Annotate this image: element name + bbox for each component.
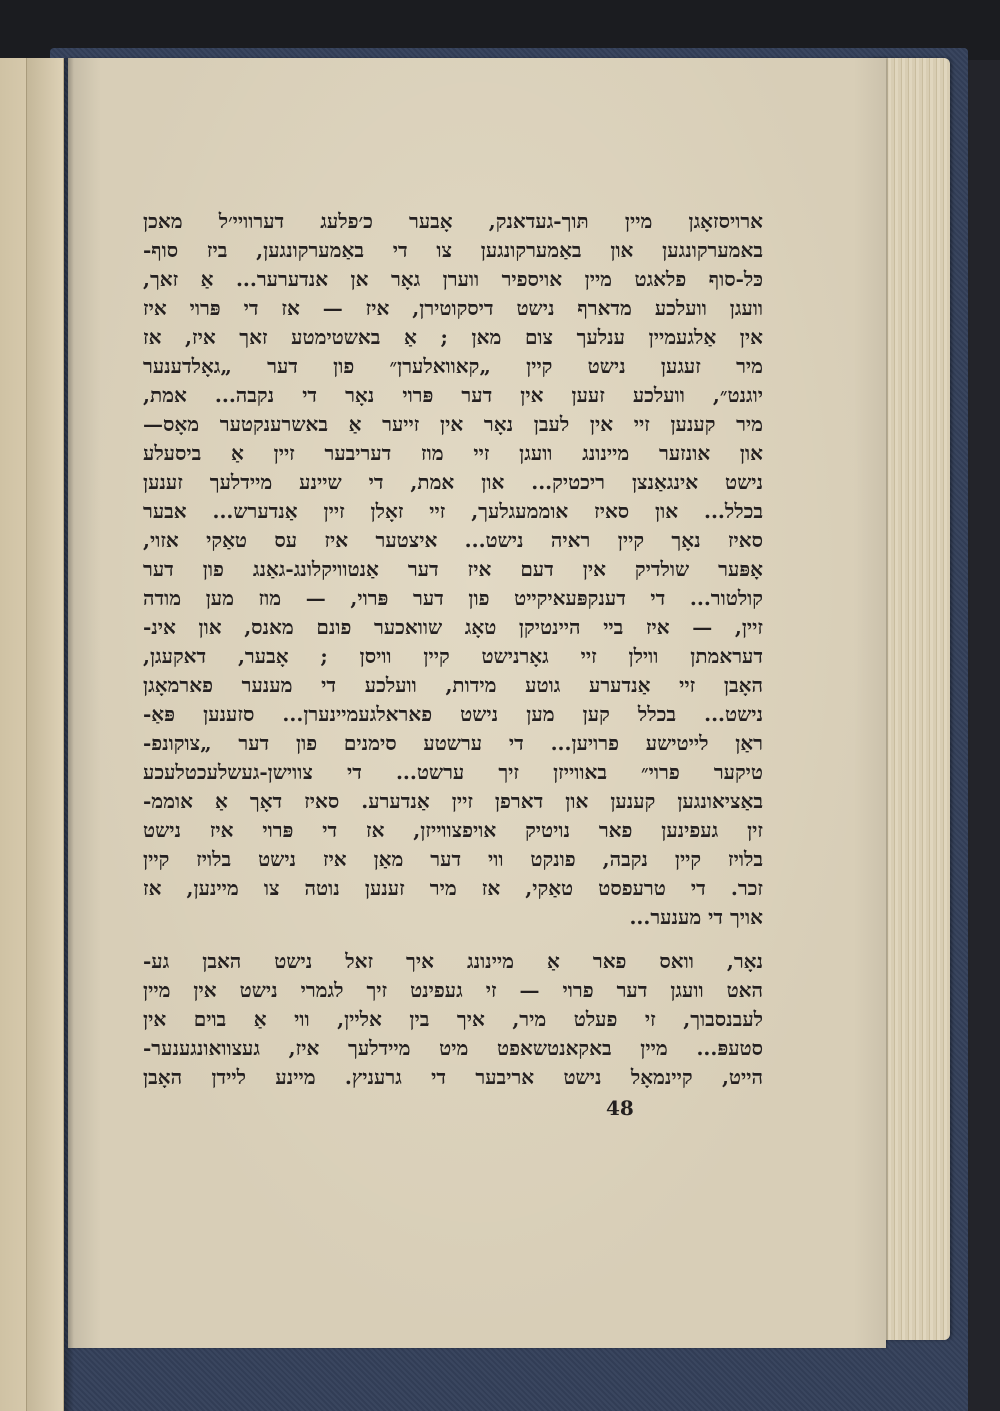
text-line: זיין, — איז ביי היינטיקן טאָג שוואכער פונם מאנס, און אינ- <box>143 615 763 639</box>
text-line: סטעפּ... מיין באקאנטשאפט מיט מיידלעך איז, געצוואונגענער- <box>143 1036 763 1060</box>
text-line: בלויז קיין נקבה, פונקט ווי דער מאַן איז נישט בלויז קיין <box>143 847 763 871</box>
text-line: אין אַלגעמיין ענלעך צום מאן ; אַ באשטימטע זאך איז, אז <box>143 325 763 349</box>
text-line: און אונזער מיינונג וועגן זיי מוז דעריבער זיין אַ ביסעלע <box>143 441 763 465</box>
text-line: יוגנט״, וועלכע זעען אין דער פּרוי נאָר די נקבה... אמת, <box>143 383 763 407</box>
text-line: סאיז נאָך קיין ראיה נישט... איצטער איז עס טאַקי אזוי, <box>143 528 763 552</box>
gutter-shadow <box>64 58 74 1411</box>
text-line: האט וועגן דער פרוי — זי געפינט זיך לגמרי נישט אין מיין <box>143 978 763 1002</box>
text-line: אויך די מענער... <box>629 905 763 929</box>
book-page <box>68 58 886 1348</box>
text-line: האָבן זיי אַנדערע גוטע מידות, וועלכע די מענער פארמאָגן <box>143 673 763 697</box>
text-line: בכלל... און סאיז אוממעגלעך, זיי זאָלן זיין אַנדערש... אבער <box>143 499 763 523</box>
left-page-fold <box>26 58 63 1411</box>
text-line: הייט, קיינמאָל נישט אריבער די גרעניץ. מיינע ליידן האָבן <box>143 1065 763 1089</box>
text-line: וועגן וועלכע מדארף נישט דיסקוטירן, איז — אז די פּרוי איז <box>143 296 763 320</box>
text-line: קולטור... די דענקפּעאיקייט פון דער פּרוי, — מוז מען מודה <box>143 586 763 610</box>
text-line: נאָר, וואס פאר אַ מיינונג איך זאל נישט האבן גע- <box>143 949 763 973</box>
text-line: נישט אינגאַנצן ריכטיק... און אמת, די שיינע מיידלעך זענען <box>143 470 763 494</box>
text-line: ארויסזאָגן מיין תּוך-געדאנק, אָבער כ׳פלעג דערוויי׳ל מאכן <box>143 209 763 233</box>
text-line: באמערקונגען און באַמערקונגען צו די באַמערקונגען, ביז סוף- <box>143 238 763 262</box>
text-line: לעבנסבוך, זי פעלט מיר, איך בין אליין, ווי אַ בוים אין <box>143 1007 763 1031</box>
page-number: 48 <box>606 1096 634 1120</box>
text-line: זכר. די טרעפסט טאַקי, אז מיר זענען נוטה צו מיינען, אז <box>143 876 763 900</box>
text-line: מיר זעגען נישט קיין „קאוואלערן״ פון דער „גאָלדענער <box>143 354 763 378</box>
text-line: נישט... בכלל קען מען נישט פאראלגעמיינערן... סזענען פּאַ- <box>143 702 763 726</box>
text-line: דעראמתן ווילן זיי גאָרנישט קיין וויסן ; אָבער, דאקעגן, <box>143 644 763 668</box>
text-line: מיר קענען זיי אין לעבן נאָר אין זייער אַ באשרענקטער מאָס— <box>143 412 763 436</box>
text-line: אָפּער שולדיק אין דעם איז דער אַנטוויקלונג-גאַנג פון דער <box>143 557 763 581</box>
text-line: ראַן לייטישע פרויען... די ערשטע סימנים פון דער „צוקונפ- <box>143 731 763 755</box>
text-line: טיקער פרוי״ באווייזן זיך ערשט... די צווישן-געשלעכטלעכע <box>143 760 763 784</box>
text-line: זין געפינען פאר נויטיק אויפצווייזן, אז די פּרוי איז נישט <box>143 818 763 842</box>
text-line: כּל-סוף פלאגט מיין אויספיר ווערן גאָר אן אנדערער... אַ זאך, <box>143 267 763 291</box>
text-line: באַציאונגען קענען און דארפן זיין אַנדערע. סאיז דאָך אַ אוממ- <box>143 789 763 813</box>
